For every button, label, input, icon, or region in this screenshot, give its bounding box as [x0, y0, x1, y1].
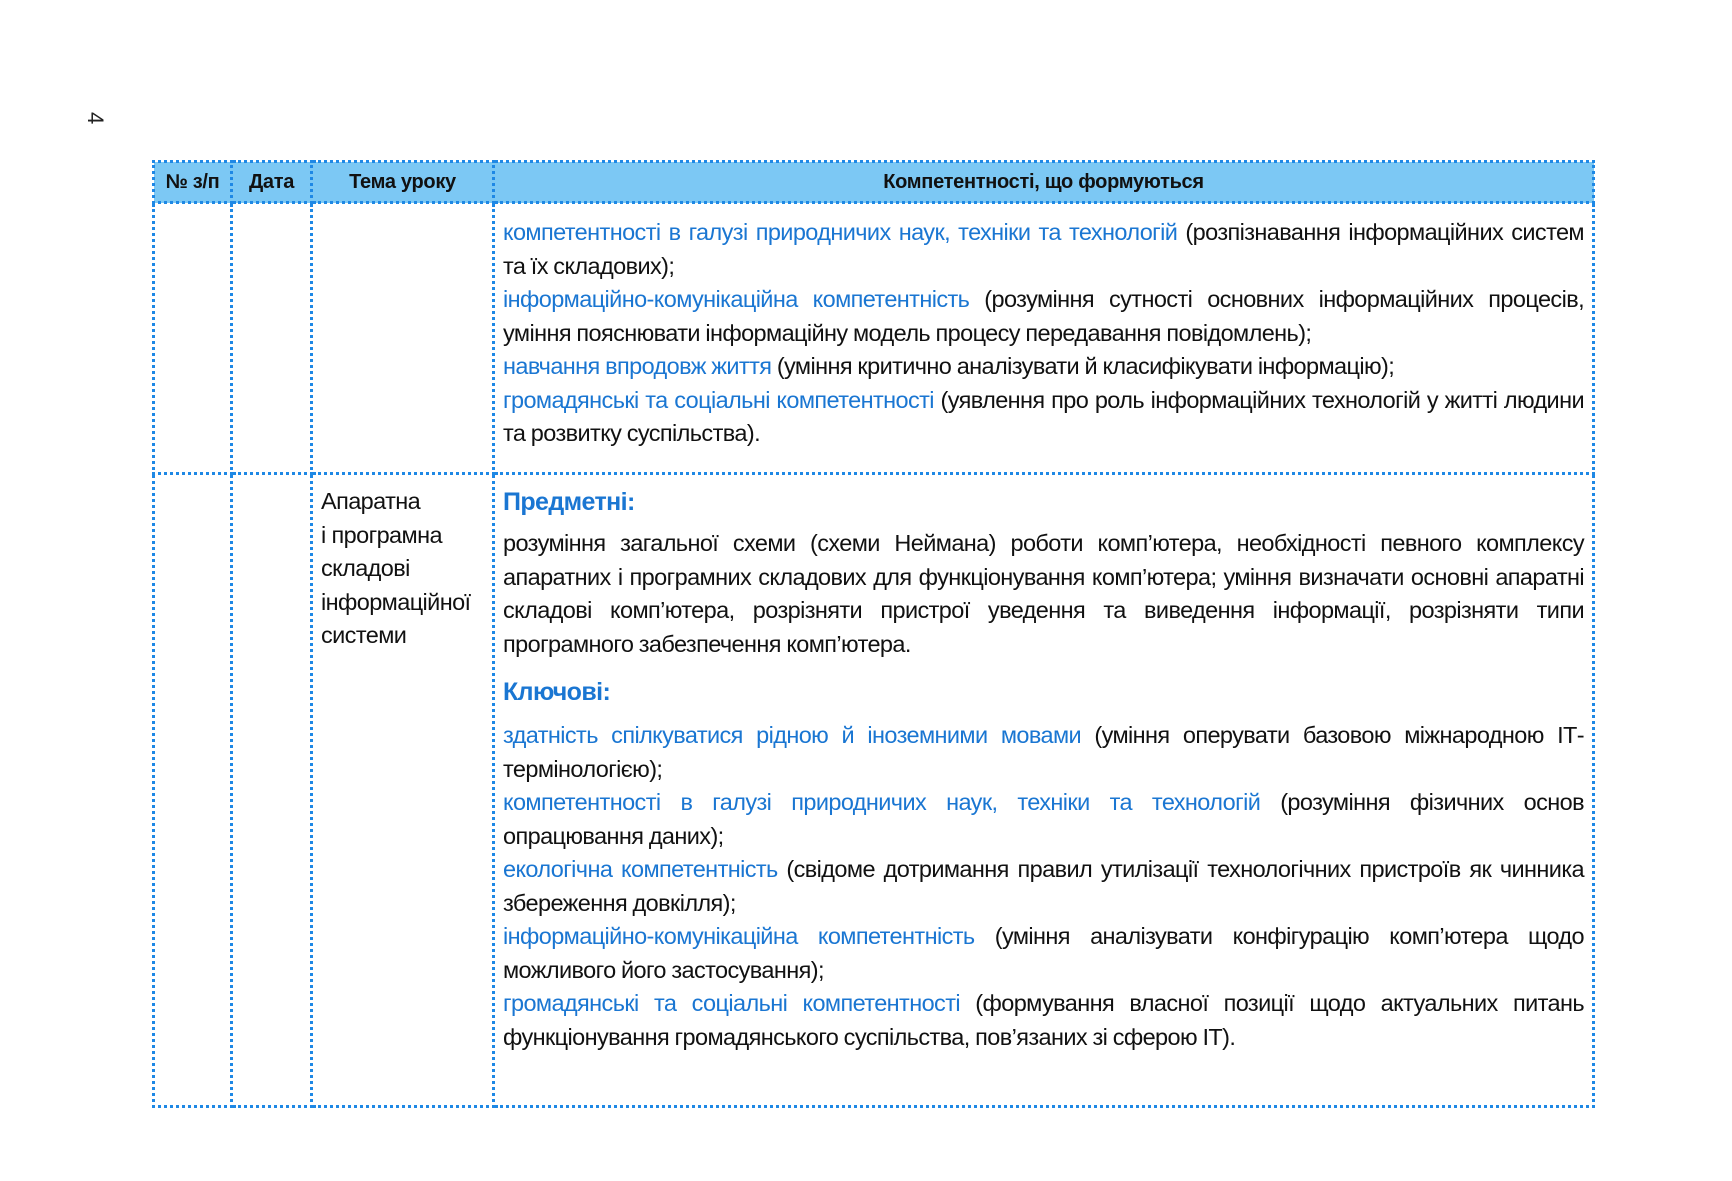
table-row — [154, 203, 1594, 474]
table-header-row — [154, 162, 1594, 203]
subject-heading: Предметні: — [503, 488, 635, 516]
competency-item — [503, 987, 1584, 1054]
key-heading: Ключові: — [503, 678, 611, 706]
competency-description: (розпізнавання інформаційних систем та їх складових); — [503, 219, 1584, 279]
cell-date — [232, 203, 312, 474]
competency-item — [503, 283, 1584, 350]
topic-line: інформаційної — [321, 588, 471, 615]
competency-item — [503, 216, 1584, 283]
competency-label: здатність спілкуватися рідною й іноземними мовами — [503, 722, 1082, 748]
competency-description: (формування власної позиції щодо актуальних питань функціонування громадянського суспільства, пов’язаних зі сферою ІТ). — [503, 990, 1584, 1050]
competency-label: громадянські та соціальні компетентності — [503, 386, 934, 413]
cell-competencies — [494, 474, 1594, 1107]
topic-line: складові — [321, 555, 410, 581]
competency-label: екологічна компетентність — [503, 856, 778, 882]
competency-item — [503, 786, 1584, 853]
competency-label: громадянські та соціальні компетентності — [503, 990, 960, 1016]
competency-description: (уміння оперувати базовою міжнародною ІТ-термінологією); — [503, 722, 1585, 782]
table-row — [154, 474, 1594, 1107]
competency-description: (уміння критично аналізувати й класифікувати інформацію); — [771, 353, 1395, 379]
competency-item — [503, 719, 1584, 786]
cell-date — [232, 474, 312, 1107]
cell-topic — [312, 203, 494, 474]
header-competencies: Компетентності, що формуються — [494, 162, 1594, 203]
competency-item — [503, 853, 1584, 920]
topic-line: системи — [321, 622, 407, 648]
topic-line: і програмна — [321, 521, 442, 548]
header-date: Дата — [232, 162, 312, 203]
subject-text: розуміння загальної схеми (схеми Неймана) роботи комп’ютера, необхідності певного комплексу апаратних і програмних складових для функціонування комп’ютера; уміння визначати основні апаратні складові комп’ютера, розрізняти пристрої уведення та виведення інформації, розрізняти типи програмного забезпечення комп’ютера. — [503, 530, 1584, 657]
competency-label: компетентності в галузі природничих наук, техніки та технологій — [503, 789, 1261, 815]
cell-number — [154, 474, 232, 1107]
competency-description: (розуміння фізичних основ опрацювання даних); — [503, 789, 1585, 849]
competency-description: (уміння аналізувати конфігурацію комп’ютера щодо можливого його застосування); — [503, 923, 1585, 983]
competency-description: (уявлення про роль інформаційних технологій у житті людини та розвитку суспільства). — [503, 386, 1584, 446]
competency-label: навчання впродовж життя — [503, 353, 772, 379]
competency-description: (розуміння сутності основних інформаційних процесів, уміння пояснювати інформаційну модель процесу передавання повідомлень); — [503, 286, 1585, 346]
competency-item — [503, 384, 1584, 451]
competency-label: інформаційно-комунікаційна компетентність — [503, 923, 975, 949]
topic-line: Апаратна — [321, 488, 421, 514]
competency-label: компетентності в галузі природничих наук, техніки та технологій — [503, 219, 1178, 245]
header-number: № з/п — [154, 162, 232, 203]
competency-item — [503, 920, 1584, 987]
cell-topic — [312, 474, 494, 1107]
competency-item — [503, 350, 1584, 384]
competency-label: інформаційно-комунікаційна компетентність — [503, 286, 970, 312]
cell-number — [154, 203, 232, 474]
lesson-plan-table — [152, 160, 1595, 1108]
page-number: 4 — [83, 112, 108, 125]
header-topic: Тема уроку — [312, 162, 494, 203]
cell-competencies — [494, 203, 1594, 474]
competency-description: (свідоме дотримання правил утилізації технологічних пристроїв як чинника збереження довкілля); — [503, 856, 1584, 916]
